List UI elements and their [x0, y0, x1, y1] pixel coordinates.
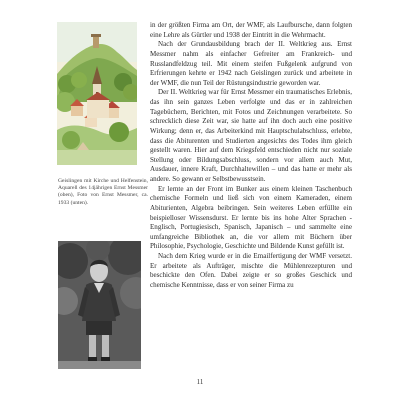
paragraph: Nach dem Krieg wurde er in die Emailfertigung der WMF versetzt. Er arbeitete als Aufträger, mischte die Mühlenrezepturen und beschickte den Ofen. Dabei zeigte er so großes Geschick und chemische Kenntnisse, dass er von seiner Firma zu: [150, 252, 352, 289]
paragraph: in der größten Firma am Ort, der WMF, als Laufbursche, dann folgten eine Lehre als Gürtler und 1938 der Eintritt in die Wehrmacht.: [150, 21, 352, 39]
watercolor-illustration: [57, 22, 137, 165]
paragraph: Der II. Weltkrieg war für Ernst Messmer ein traumatisches Erlebnis, das ihn sein ganzes Leben verfolgte und das er in zahlreichen Tagebüchern, Berichten, mit Fotos und Zeichnungen verarbeitete. So schrecklich diese Zeit war, sie hatte auf ihn doch auch eine positive Wirkung; denn er, das Arbeiterkind mit Hauptschulabschluss, erlebte, dass die Abiturenten und Studierten angesichts des Todes ihm gleich gestellt waren. Hier auf dem Kriegsfeld entschieden nicht nur soziale Stellung oder Bildungsabschluss, sondern vor allem auch Mut, Ausdauer, innere Kraft, Durchhaltewillen – und das hatte er mehr als andere. So gewann er Selbstbewusstsein.: [150, 88, 352, 183]
figure-caption: Geislingen mit Kirche und Helfenstein, Aquarell des 14jährigen Ernst Messmer (oben), Foto von Ernst Messmer, ca. 1933 (unten).: [58, 178, 148, 206]
boy-photograph: [58, 241, 141, 369]
page-number: 11: [196, 378, 204, 386]
paragraph: Nach der Grundausbildung brach der II. Weltkrieg aus. Ernst Messmer nahm als einfacher Gefreiter am Frankreich- und Russlandfeldzug teil. Mit einem steifen Fußgelenk aufgrund von Erfrierungen kehrte er 1942 nach Geislingen zurück und arbeitete in der WMF, die nun Teil der Rüstungsindustrie geworden war.: [150, 40, 352, 87]
body-text: [150, 21, 352, 291]
paragraph: Er lernte an der Front im Bunker aus einem kleinen Taschenbuch chemische Formeln und ließ sich von einem Kameraden, einem Abiturienten, Algebra beibringen. Sein weiteres Leben erfüllte ein beispielloser Wissensdurst. Er lernte bis ins hohe Alter Sprachen - Englisch, Portugiesisch, Spanisch, Japanisch – und sammelte eine umfangreiche Bibliothek an, die vor allem mit Büchern über Philosophie, Psychologie, Geschichte und Bildende Kunst gefüllt ist.: [150, 184, 352, 251]
